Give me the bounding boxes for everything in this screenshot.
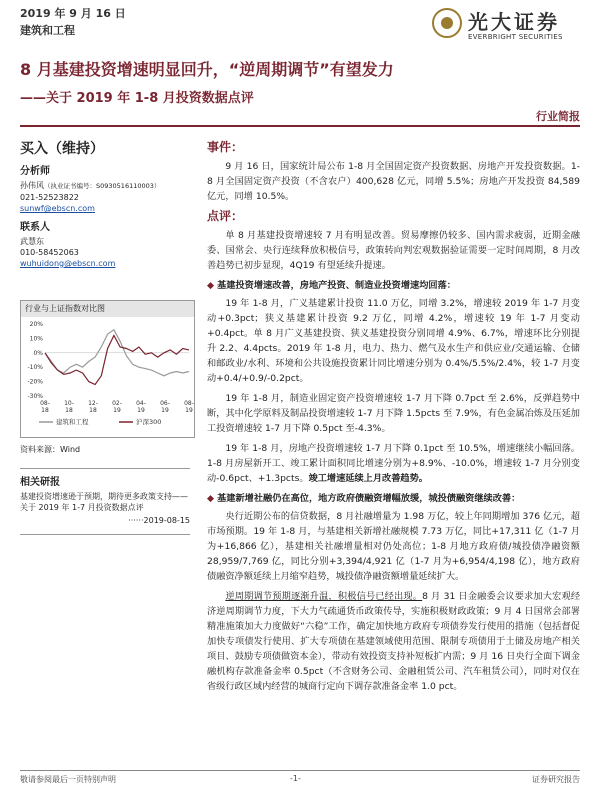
main-content xyxy=(207,140,580,699)
sector-label: 建筑和工程 xyxy=(20,24,75,37)
company-logo xyxy=(432,6,582,46)
footer-report-type: 证券研究报告 xyxy=(532,775,580,784)
report-date: 2019 年 9 月 16 日 xyxy=(20,7,126,20)
logo-name-cn: 光大证券 xyxy=(468,10,560,34)
x-tick-label: 06- xyxy=(160,400,170,407)
y-tick-label: -30% xyxy=(27,393,43,400)
y-tick-label: 10% xyxy=(29,335,43,343)
analyst-phone: 021-52523822 xyxy=(20,193,79,202)
analyst-name: 孙伟风 xyxy=(20,181,44,190)
comparison-chart xyxy=(20,300,195,438)
related-divider-bottom xyxy=(20,534,190,535)
related-date: ······2019-08-15 xyxy=(128,516,190,525)
event-heading: 事件： xyxy=(207,140,244,154)
page-number: -1- xyxy=(290,774,301,783)
analyst-panel xyxy=(20,166,190,269)
y-tick-label: -10% xyxy=(27,364,43,372)
y-tick-label: 0% xyxy=(33,349,43,357)
comment-heading: 点评： xyxy=(207,209,244,223)
policy-underline: 逆周期调节预期逐渐升温，积极信号已经出现。 xyxy=(225,591,423,602)
rating: 买入（维持） xyxy=(20,141,104,157)
manufacturing-paragraph: 19 年 1-8 月，制造业固定资产投资增速较 1-7 月下降 0.7pct 至 2.6%，反弹趋势中断，其中化学原料及制品投资增速较 1-7 月下降 1.5pcts 至 7.9%，有色金属冶炼及压延加工投资增速较 1-7 月下降 0.5pct 至-4.3%。 xyxy=(207,393,580,434)
x-tick-label: 02- xyxy=(112,400,122,407)
legend-label-1: 沪深300 xyxy=(136,418,162,426)
analyst-line xyxy=(20,180,190,192)
x-tick-label-year: 19 xyxy=(137,407,145,414)
contact-phone: 010-58452063 xyxy=(20,248,79,257)
series-line-1 xyxy=(45,336,189,385)
y-tick-label: 20% xyxy=(29,321,43,328)
report-type: 行业简报 xyxy=(536,110,580,123)
analyst-heading: 分析师 xyxy=(20,166,50,177)
y-tick-label: -20% xyxy=(27,378,43,386)
logo-mark-icon xyxy=(432,8,462,38)
contact-heading: 联系人 xyxy=(20,222,50,233)
x-tick-label-year: 19 xyxy=(185,407,193,414)
title-divider xyxy=(20,125,580,127)
x-tick-label-year: 18 xyxy=(89,407,97,414)
real-estate-text: 19 年 1-8 月，房地产投资增速较 1-7 月下降 0.1pct 至 10.5%，增速继续小幅回落。1-8 月房屋新开工、竣工累计面积同比增速分别为+8.9%、-10.0%，增速较 1-7 月分别变动-0.6pct、+1.3pcts。 xyxy=(207,443,580,484)
x-tick-label-year: 18 xyxy=(41,407,49,414)
x-tick-label: 08- xyxy=(184,400,194,407)
report-subtitle: ——关于 2019 年 1-8 月投资数据点评 xyxy=(20,91,254,106)
analyst-email-link[interactable]: sunwf@ebscn.com xyxy=(20,204,95,213)
bullet-infrastructure: ◆ 基建投资增速改善，房地产投资、制造业投资增速均回落： xyxy=(207,278,580,293)
footer-divider xyxy=(20,770,580,771)
report-title: 8 月基建投资增速明显回升，“逆周期调节”有望发力 xyxy=(20,60,394,79)
analyst-cert: （执业证书编号：S0930516110003） xyxy=(44,182,161,190)
real-estate-paragraph xyxy=(207,441,580,486)
financing-paragraph: 央行近期公布的信贷数据，8 月社融增量为 1.98 万亿，较上年同期增加 376 亿元，超市场预期。19 年 1-8 月，与基建相关新增社融规模 7.73 万亿，同比+17,311 亿（1-7 月为+16,866 亿），基建相关社融增量相对仍处高位；1-8 月地方政府债/城投债净融资额 28,959/7,769 亿，同比分别+3,394/4,921 亿（1-7 月为+6,954/4,198 亿），地方政府债融资净额延续上月缩窄趋势，城投债净融资额增量延续扩大。 xyxy=(207,511,580,582)
related-report-link[interactable]: 基建投资增速逊于预期，期待更多政策支持——关于 2019 年 1-7 月投资数据点评 xyxy=(20,492,188,512)
infrastructure-paragraph: 19 年 1-8 月，广义基建累计投资 11.0 万亿，同增 3.2%，增速较 2019 年 1-7 月变动+0.3pct；狭义基建累计投资 9.2 万亿，同增 4.2%，增速较 19 年 1-7 月变动+0.4pct。单 8 月广义基建投资、狭义基建投资分别同增 4.9%、6.7%，增速环比分别提升 2.2、4.4pcts。2019 年 1-8 月，电力、热力、燃气及水生产和供应业/交通运输、仓储和邮政业/水利、环境和公共设施投资累计同比增速分别为 0.4%/5.5%/2.4%，较 1-7 月变动+0.4/+0.9/-0.2pct。 xyxy=(207,298,580,384)
contact-name: 武慧东 xyxy=(20,237,44,246)
comment-paragraph: 单 8 月基建投资增速较 7 月有明显改善。贸易摩擦仍较多、国内需求疲弱，近期金融委、国常会、央行连续释放积极信号，政策转向判宏观数据验证需要一定时间周期，8 月改善趋势已初步显现，4Q19 有望延续升提速。 xyxy=(207,230,580,271)
real-estate-highlight: 竣工增速延续上月改善趋势。 xyxy=(308,473,428,484)
chart-source: 资料来源：Wind xyxy=(20,445,81,454)
x-tick-label: 12- xyxy=(88,400,98,407)
x-tick-label-year: 19 xyxy=(113,407,121,414)
related-divider xyxy=(20,468,190,469)
logo-name-en: EVERBRIGHT SECURITIES xyxy=(468,33,563,41)
policy-text: 8 月 31 日金融委会议要求加大宏观经济逆周期调节力度，下大力气疏通货币政策传导，实施积极财政政策；9 月 4 日国常会部署精准施策加大力度做好“六稳”工作，确定加快地方政府专项债券发行使用的措施（包括督促加快专项债发行使用、扩大专项债在基建领域使用范围、限制专项债用于土储及房地产相关项目、鼓励专项债做资本金），带动有效投资支持补短板扩内需；9 月 16 日央行全面下调金融机构存款准备金率 0.5pct（不含财务公司、金融租赁公司、汽车租赁公司），同时对仅在省级行政区域内经营的城商行定向下调存款准备金率 1.0 pct。 xyxy=(207,591,581,692)
x-tick-label-year: 18 xyxy=(65,407,73,414)
bullet-financing: ◆ 基建新增社融仍在高位，地方政府债融资增幅放缓，城投债融资继续改善： xyxy=(207,491,580,506)
chart-plot xyxy=(21,318,194,438)
x-tick-label: 10- xyxy=(64,400,74,407)
legend-label-0: 建筑和工程 xyxy=(56,418,89,426)
contact-email-link[interactable]: wuhuidong@ebscn.com xyxy=(20,259,116,268)
x-tick-label-year: 19 xyxy=(161,407,169,414)
event-paragraph: 9 月 16 日，国家统计局公布 1-8 月全国固定资产投资数据、房地产开发投资数据。1-8 月全国固定资产投资（不含农户）400,628 亿元，同增 5.5%；房地产开发投资 84,589 亿元，同增 10.5%。 xyxy=(207,161,580,202)
chart-title: 行业与上证指数对比图 xyxy=(21,301,194,317)
related-heading: 相关研报 xyxy=(20,477,60,488)
footer-disclaimer: 敬请参阅最后一页特别声明 xyxy=(20,775,116,784)
related-panel xyxy=(20,460,190,543)
x-tick-label: 04- xyxy=(136,400,146,407)
x-tick-label: 08- xyxy=(40,400,50,407)
policy-paragraph xyxy=(207,589,580,694)
